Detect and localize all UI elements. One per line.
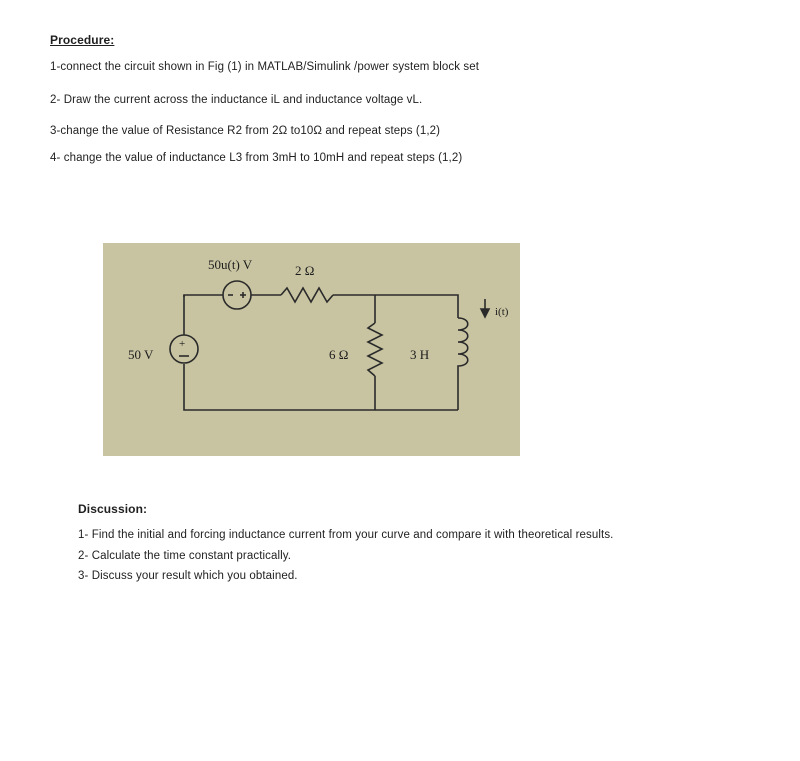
label-step-source: 50u(t) V <box>208 257 253 272</box>
label-inductor: 3 H <box>410 347 430 362</box>
discussion-item-3: 3- Discuss your result which you obtained. <box>78 570 298 582</box>
procedure-step-3: 3-change the value of Resistance R2 from 2Ω to10Ω and repeat steps (1,2) <box>50 125 441 137</box>
svg-text:+: + <box>179 338 186 350</box>
discussion-item-2: 2- Calculate the time constant practically. <box>78 550 292 562</box>
procedure-step-1: 1-connect the circuit shown in Fig (1) in MATLAB/Simulink /power system block set <box>50 61 480 73</box>
label-r-shunt: 6 Ω <box>329 347 349 362</box>
circuit-diagram <box>103 243 520 456</box>
circuit-figure <box>103 243 520 456</box>
discussion-heading: Discussion: <box>78 502 148 516</box>
label-r-series: 2 Ω <box>295 263 315 278</box>
label-current: i(t) <box>495 306 509 318</box>
discussion-item-1: 1- Find the initial and forcing inductance current from your curve and compare it with theoretical results. <box>78 529 614 541</box>
label-dc-source: 50 V <box>128 347 154 362</box>
procedure-step-4: 4- change the value of inductance L3 from 3mH to 10mH and repeat steps (1,2) <box>50 152 463 164</box>
procedure-step-2: 2- Draw the current across the inductance iL and inductance voltage vL. <box>50 94 423 106</box>
procedure-heading: Procedure: <box>50 33 115 47</box>
